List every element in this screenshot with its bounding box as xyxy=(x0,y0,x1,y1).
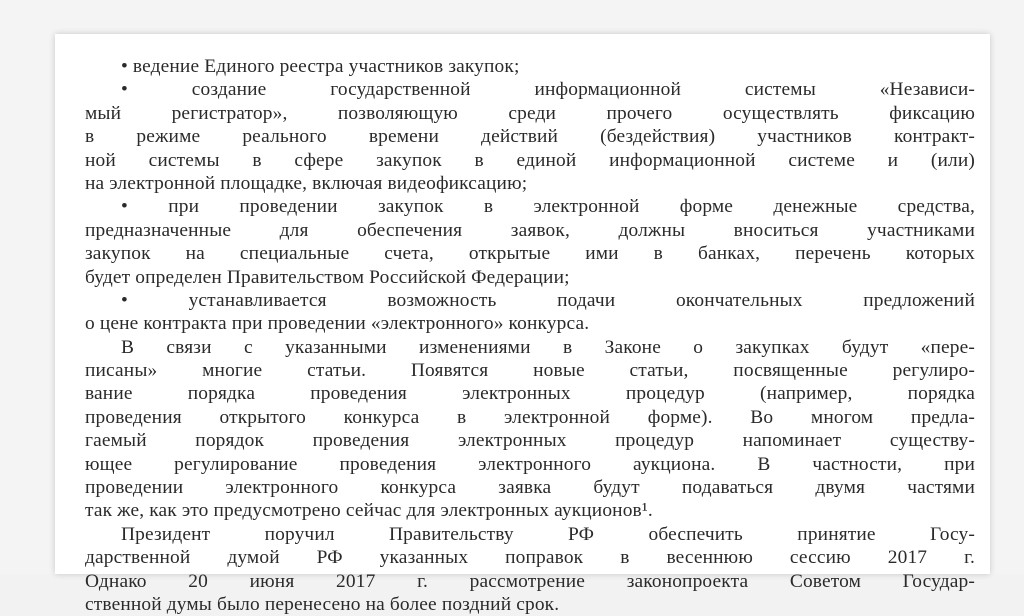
text-line: мый регистратор», позволяющую среди прочего осуществлять фиксацию xyxy=(85,102,975,124)
text-line: так же, как это предусмотрено сейчас для электронных аукционов¹. xyxy=(85,500,653,522)
text-line: в режиме реального времени действий (бездействия) участников контракт- xyxy=(85,126,975,148)
text-line: ственной думы было перенесено на более поздний срок. xyxy=(85,593,560,615)
text-line: дарственной думой РФ указанных поправок в весеннюю сессию 2017 г. xyxy=(85,547,975,569)
text-line: В связи с указанными изменениями в Законе о закупках будут «пере- xyxy=(121,336,975,358)
text-line: Президент поручил Правительству РФ обеспечить принятие Госу- xyxy=(121,523,975,545)
text-line: писаны» многие статьи. Появятся новые статьи, посвященные регулиро- xyxy=(85,360,975,382)
text-line: • создание государственной информационной системы «Независи- xyxy=(121,79,975,101)
text-line: проведения открытого конкурса в электронной форме). Во многом предла- xyxy=(85,406,975,428)
text-line: ной системы в сфере закупок в единой информационной системе и (или) xyxy=(85,149,975,171)
text-line: на электронной площадке, включая видеофиксацию; xyxy=(85,172,528,194)
text-line: • устанавливается возможность подачи окончательных предложений xyxy=(121,289,975,311)
text-line: о цене контракта при проведении «электронного» конкурса. xyxy=(85,313,590,335)
text-line: ющее регулирование проведения электронного аукциона. В частности, при xyxy=(85,453,975,475)
text-line: • ведение Единого реестра участников закупок; xyxy=(121,56,520,77)
text-line: Однако 20 июня 2017 г. рассмотрение законопроекта Советом Государ- xyxy=(85,570,975,592)
text-line: • при проведении закупок в электронной форме денежные средства, xyxy=(121,196,975,218)
text-line: закупок на специальные счета, открытые ими в банках, перечень которых xyxy=(85,243,975,265)
text-line: будет определен Правительством Российской Федерации; xyxy=(85,266,570,288)
text-line: проведении электронного конкурса заявка будут подаваться двумя частями xyxy=(85,477,975,499)
text-line: гаемый порядок проведения электронных процедур напоминает существу- xyxy=(85,430,975,452)
text-line: предназначенные для обеспечения заявок, должны вноситься участниками xyxy=(85,219,975,241)
document-text xyxy=(85,55,975,616)
text-line: вание порядка проведения электронных процедур (например, порядка xyxy=(85,383,975,405)
